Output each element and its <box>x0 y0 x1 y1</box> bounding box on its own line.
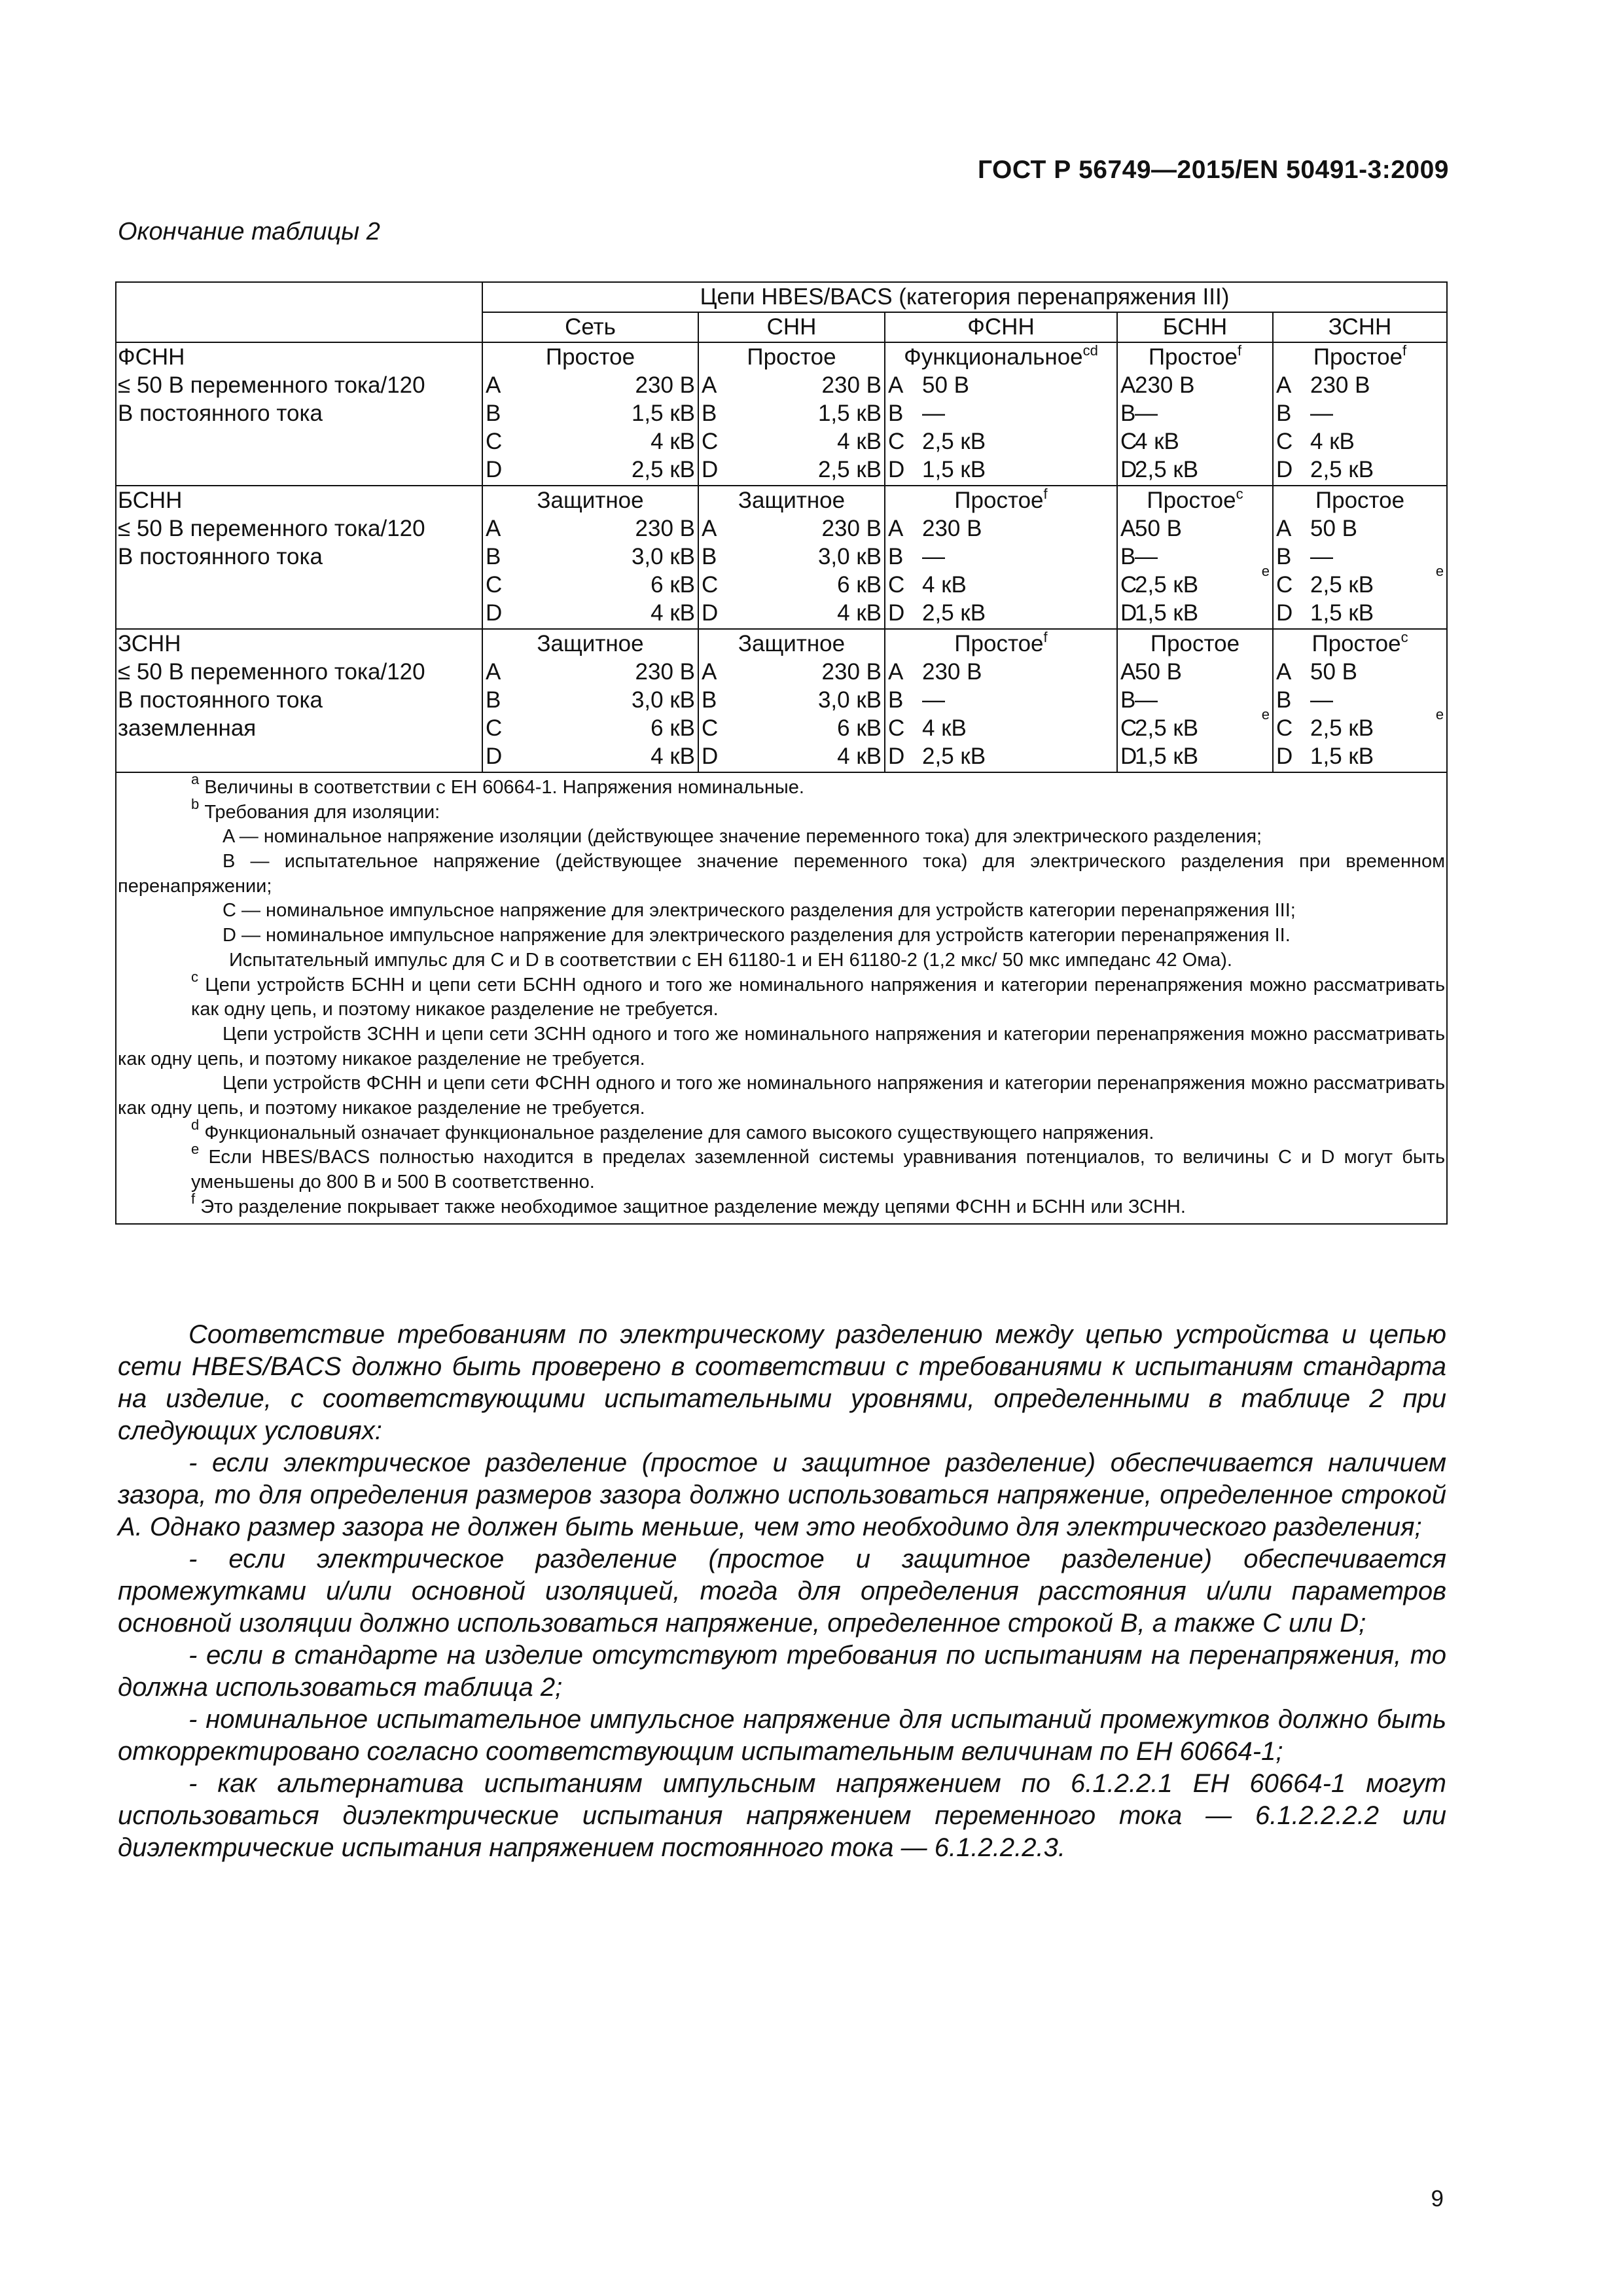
cell-bsnn-fsnn <box>885 486 1117 629</box>
col-header-snn: СНН <box>698 312 885 342</box>
cell-fsnn-set <box>482 342 698 486</box>
row-label-line: В постоянного тока <box>118 401 323 426</box>
note-c: $^c$ Цепи устройств БСНН и цепи сети БСНН одного и того же номинального напряжения и категории перенапряжения можно рассматривать как одну цепь, и поэтому никакое разделение не требуется. <box>191 968 1446 1020</box>
value-line: D 1,5 кВ <box>888 457 986 482</box>
value-line: D 1,5 кВ <box>1120 744 1199 769</box>
table-caption: Окончание таблицы 2 <box>118 218 380 245</box>
separation-type: Защитное <box>537 488 644 513</box>
cell-fsnn-bsnn <box>1117 342 1273 486</box>
group-header: Цепи HBES/BACS (категория перенапряжения III) <box>482 282 1447 312</box>
note-a: $^a$ Величины в соответствии с ЕН 60664-1. Напряжения номинальные. <box>191 771 804 798</box>
cell-zsnn-snn <box>698 629 885 772</box>
standard-code: ГОСТ Р 56749—2015/EN 50491-3:2009 <box>977 156 1449 184</box>
note-b-a: A — номинальное напряжение изоляции (действующее значение переменного тока) для электрического разделения; <box>223 826 1262 848</box>
separation-type: Простое$^f$ <box>1148 342 1242 370</box>
value-line: B 1,5 кВ <box>486 401 695 426</box>
value-line: A 230 В <box>888 659 982 685</box>
table-row-bsnn <box>116 486 1447 629</box>
value-line: C 2,5 кВ <box>888 429 986 454</box>
value-line: D 4 кВ <box>702 600 882 626</box>
row-label-line: ≤ 50 В переменного тока/120 <box>118 659 425 685</box>
col-header-bsnn: БСНН <box>1117 312 1273 342</box>
row-label-line: ЗСНН <box>118 631 181 656</box>
cell-zsnn-bsnn <box>1117 629 1273 772</box>
note-c3: Цепи устройств ФСНН и цепи сети ФСНН одного и того же номинального напряжения и категории перенапряжения можно рассматривать как одну цепь, и поэтому никакое разделение не требуется. <box>118 1073 1446 1119</box>
value-line: A 230 В <box>486 372 695 398</box>
value-line: C 6 кВ <box>702 715 882 741</box>
value-line: D 4 кВ <box>486 600 695 626</box>
note-c2: Цепи устройств ЗСНН и цепи сети ЗСНН одного и того же номинального напряжения и категории перенапряжения можно рассматривать как одну цепь, и поэтому никакое разделение не требуется. <box>118 1023 1446 1069</box>
table-2 <box>115 281 1446 1225</box>
col-header-fsnn: ФСНН <box>885 312 1117 342</box>
row-label-line: ≤ 50 В переменного тока/120 <box>118 372 425 398</box>
value-line: B — <box>1120 544 1158 569</box>
value-line: A 50 В <box>1276 659 1357 685</box>
value-line: D 4 кВ <box>486 744 695 769</box>
value-line: C 4 кВ <box>486 429 695 454</box>
cell-zsnn-zsnn <box>1273 629 1447 772</box>
cell-zsnn-set <box>482 629 698 772</box>
value-line: B 3,0 кВ <box>486 544 695 569</box>
value-line: B 3,0 кВ <box>486 687 695 713</box>
value-line: C 4 кВ <box>888 715 967 741</box>
paragraph-3: - если электрическое разделение (простое и защитное разделение) обеспечивается промежутками и/или основной изоляцией, тогда для определения расстояния и/или параметров основной изоляции должно использоваться напряжение, определенное строкой B, а также C или D; <box>118 1545 1446 1638</box>
value-line: A 230 В <box>1276 372 1370 398</box>
separation-type: Простое <box>1150 631 1240 656</box>
note-b-test: Испытательный импульс для C и D в соответствии с ЕН 61180-1 и ЕН 61180-2 (1,2 мкс/ 50 мкс импеданс 42 Ома). <box>229 949 1232 971</box>
value-line: D 2,5 кВ <box>1120 457 1199 482</box>
value-line: B 1,5 кВ <box>702 401 882 426</box>
value-line: A 230 В <box>888 516 982 541</box>
value-line: C 4 кВ <box>888 572 967 598</box>
separation-type: Простое <box>747 344 836 370</box>
value-line: C 2,5 кВ e <box>1120 563 1270 598</box>
value-line: B — <box>888 544 945 569</box>
row-label-line: ФСНН <box>118 344 185 370</box>
value-line: A 230 В <box>702 659 882 685</box>
paragraph-2: - если электрическое разделение (простое и защитное разделение) обеспечивается наличием зазора, то для определения размеров зазора должно использоваться напряжение, определенное строкой A. Однако размер зазора не должен быть меньше, чем это необходимо для электрического разделения; <box>118 1448 1446 1541</box>
note-e: $^e$ Если HBES/BACS полностью находится в пределах заземленной системы уравнивания потенциалов, то величины C и D могут быть уменьшены до 800 В и 500 В соответственно. <box>191 1141 1446 1193</box>
note-b-b: B — испытательное напряжение (действующее значение переменного тока) для электрического разделения при временном перенапряжении; <box>118 851 1446 897</box>
value-line: D 1,5 кВ <box>1120 600 1199 626</box>
page-number: 9 <box>1431 2186 1444 2212</box>
cell-fsnn-snn <box>698 342 885 486</box>
cell-fsnn-fsnn <box>885 342 1117 486</box>
cell-bsnn-zsnn <box>1273 486 1447 629</box>
separation-type: Защитное <box>537 631 644 656</box>
note-b: $^b$ Требования для изоляции: <box>191 795 440 823</box>
value-line: C 2,5 кВ e <box>1276 563 1444 598</box>
row-label-line: ≤ 50 В переменного тока/120 <box>118 516 425 541</box>
corner-cell <box>116 282 482 312</box>
separation-type: Простое <box>545 344 635 370</box>
value-line: A 50 В <box>888 372 969 398</box>
value-line: D 2,5 кВ <box>888 744 986 769</box>
value-line: A 230 В <box>1120 372 1195 398</box>
value-line: A 50 В <box>1120 659 1182 685</box>
value-line: D 2,5 кВ <box>486 457 695 482</box>
value-line: B — <box>1120 401 1158 426</box>
table-notes <box>116 772 1447 1224</box>
col-header-set: Сеть <box>482 312 698 342</box>
row-label-line: В постоянного тока <box>118 544 323 569</box>
cell-zsnn-fsnn <box>885 629 1117 772</box>
note-b-c: C — номинальное импульсное напряжение для электрического разделения для устройств категории перенапряжения III; <box>223 900 1296 922</box>
table-row-zsnn <box>116 629 1447 772</box>
body-text <box>118 1319 1446 1864</box>
table-row-fsnn <box>116 342 1447 486</box>
value-line: B — <box>1276 544 1333 569</box>
value-line: D 1,5 кВ <box>1276 600 1374 626</box>
value-line: C 4 кВ <box>702 429 882 454</box>
value-line: D 4 кВ <box>702 744 882 769</box>
value-line: B — <box>888 401 945 426</box>
value-line: C 4 кВ <box>1120 429 1179 454</box>
value-line: B — <box>1276 687 1333 713</box>
cell-bsnn-bsnn <box>1117 486 1273 629</box>
value-line: B — <box>1276 401 1333 426</box>
paragraph-5: - номинальное испытательное импульсное напряжение для испытаний промежутков должно быть откорректировано согласно соответствующим испытательным величинам по ЕН 60664-1; <box>118 1705 1446 1766</box>
separation-type: Простое$^f$ <box>954 486 1048 513</box>
value-line: A 230 В <box>486 659 695 685</box>
separation-type: Простое$^c$ <box>1147 486 1243 513</box>
note-b-d: D — номинальное импульсное напряжение для электрического разделения для устройств категории перенапряжения II. <box>223 925 1291 946</box>
value-line: A 230 В <box>702 372 882 398</box>
row-label <box>116 629 482 772</box>
note-f: $^f$ Это разделение покрывает также необходимое защитное разделение между цепями ФСНН и БСНН или ЗСНН. <box>191 1190 1186 1217</box>
value-line: B 3,0 кВ <box>702 687 882 713</box>
separation-type: Простое <box>1315 488 1405 513</box>
col-header-zsnn: ЗСНН <box>1273 312 1447 342</box>
separation-type: Простое$^c$ <box>1311 629 1408 656</box>
value-line: C 6 кВ <box>486 715 695 741</box>
value-line: B — <box>888 687 945 713</box>
separation-type: Простое$^f$ <box>954 629 1048 656</box>
cell-bsnn-snn <box>698 486 885 629</box>
value-line: C 6 кВ <box>702 572 882 598</box>
value-line: D 2,5 кВ <box>702 457 882 482</box>
value-line: D 2,5 кВ <box>888 600 986 626</box>
note-d: $^d$ Функциональный означает функциональное разделение для самого высокого существующего напряжения. <box>191 1116 1154 1143</box>
value-line: C 2,5 кВ e <box>1276 706 1444 741</box>
row-label <box>116 342 482 486</box>
value-line: A 50 В <box>1276 516 1357 541</box>
value-line: B — <box>1120 687 1158 713</box>
row-label <box>116 486 482 629</box>
cell-bsnn-set <box>482 486 698 629</box>
value-line: C 6 кВ <box>486 572 695 598</box>
value-line: C 4 кВ <box>1276 429 1355 454</box>
value-line: A 230 В <box>702 516 882 541</box>
row-label-line: В постоянного тока <box>118 687 323 713</box>
separation-type: Защитное <box>738 488 846 513</box>
paragraph-4: - если в стандарте на изделие отсутствуют требования по испытаниям на перенапряжения, то должна использоваться таблица 2; <box>118 1641 1446 1702</box>
paragraph-6: - как альтернатива испытаниям импульсным напряжением по 6.1.2.2.1 ЕН 60664-1 могут использоваться диэлектрические испытания напряжением переменного тока — 6.1.2.2.2.2 или диэлектрические испытания напряжением постоянного тока — 6.1.2.2.2.3. <box>118 1769 1446 1862</box>
row-label-line: заземленная <box>118 715 257 741</box>
separation-type: Функциональное$^{cd}$ <box>904 342 1098 370</box>
cell-fsnn-zsnn <box>1273 342 1447 486</box>
value-line: A 50 В <box>1120 516 1182 541</box>
separation-type: Защитное <box>738 631 846 656</box>
row-label-line: БСНН <box>118 488 183 513</box>
paragraph-1: Соответствие требованиям по электрическому разделению между цепью устройства и цепью сети HBES/BACS должно быть проверено в соответствии с требованиями к испытаниям стандарта на изделие, с соответствующими испытательными уровнями, определенными в таблице 2 при следующих условиях: <box>118 1320 1446 1445</box>
separation-type: Простое$^f$ <box>1313 342 1407 370</box>
value-line: D 1,5 кВ <box>1276 744 1374 769</box>
value-line: C 2,5 кВ e <box>1120 706 1270 741</box>
value-line: D 2,5 кВ <box>1276 457 1374 482</box>
value-line: A 230 В <box>486 516 695 541</box>
value-line: B 3,0 кВ <box>702 544 882 569</box>
separation-table <box>115 281 1448 1225</box>
